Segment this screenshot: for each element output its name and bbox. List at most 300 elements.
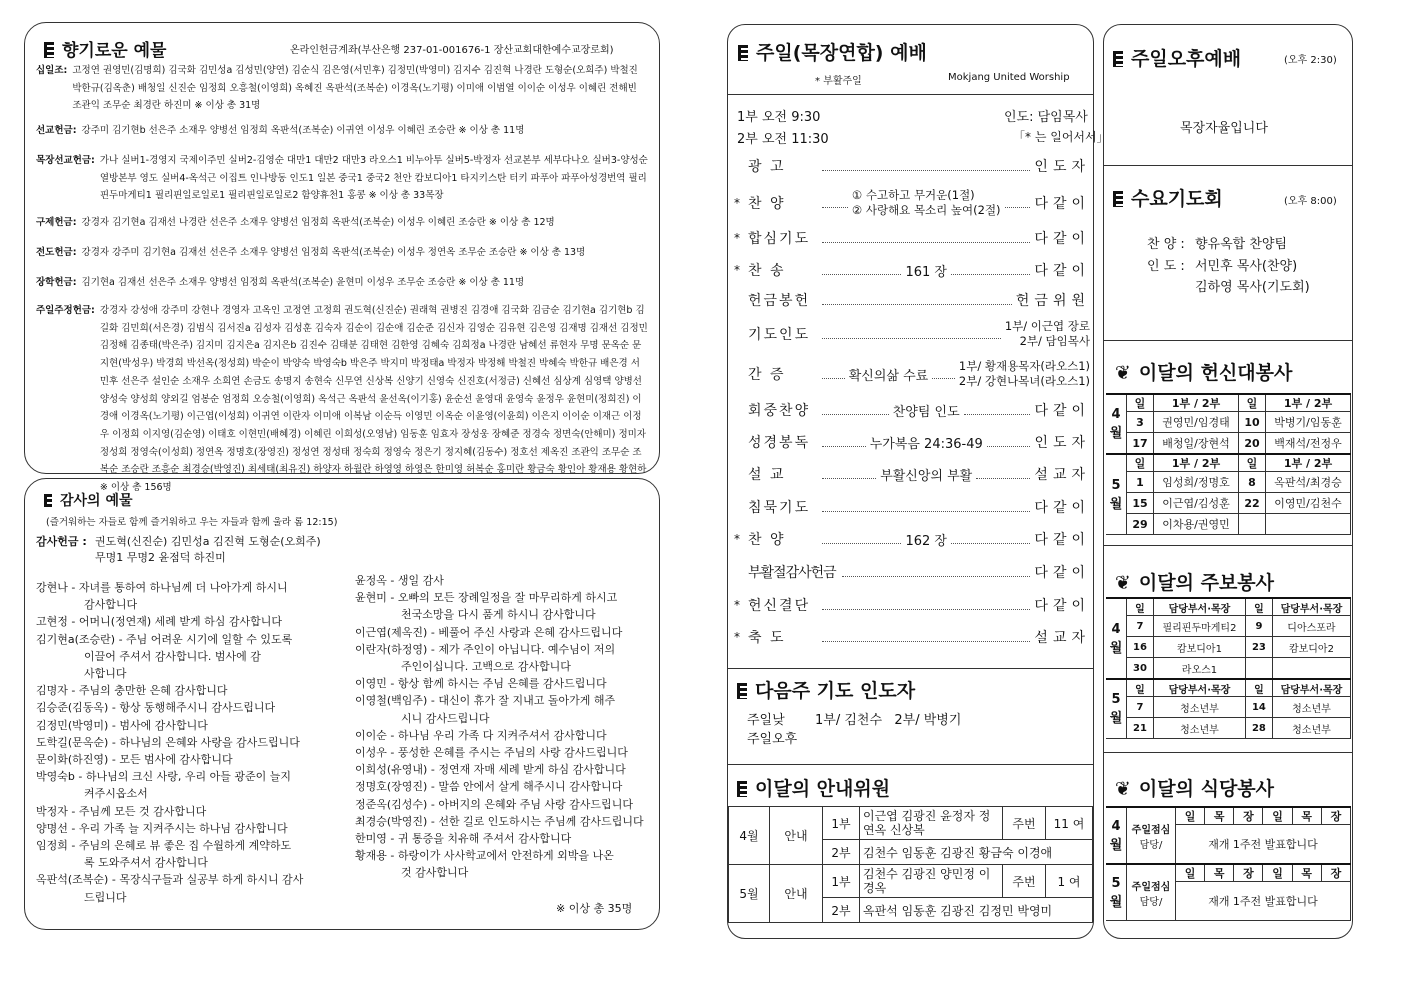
- thanks-name: 최경승(박영진) -: [355, 814, 439, 828]
- dining-tag-1: 주일점심: [1131, 881, 1171, 893]
- table-row: [1106, 658, 1351, 680]
- thanks-text: 우리 가족 늘 지켜주시는 하나님 감사합니다: [78, 821, 288, 835]
- thanks-text: 아버지의 은혜와 주님 사랑 감사드립니다: [438, 797, 633, 811]
- order-leader: 인도자: [1034, 159, 1090, 175]
- thanks-item: [36, 871, 328, 905]
- thanks-line: [355, 744, 651, 761]
- leader-dots: [987, 438, 1031, 447]
- usher-p2: 2부: [823, 840, 860, 865]
- stand-mark: *: [734, 196, 740, 210]
- afternoon-time: (오후 2:30): [1284, 55, 1337, 66]
- order-leader: 다같이: [1034, 532, 1090, 548]
- leader-dots: [822, 234, 1030, 243]
- column-header: 담당부서·목장: [1272, 679, 1350, 697]
- divider: [1104, 752, 1352, 753]
- order-item: [734, 432, 1090, 452]
- usher-week: 주번: [1003, 807, 1046, 840]
- thanks-item: [36, 579, 328, 613]
- thanks-text: 자녀를 통하여 하나님께 더 나아가게 하시니: [78, 581, 288, 594]
- leader-dots: [932, 370, 955, 379]
- thanks-item: [355, 830, 651, 847]
- usher-role: 안내: [770, 865, 823, 923]
- thanks-line: [355, 624, 651, 641]
- month-unit: 월: [1109, 496, 1123, 512]
- order-detail: 확신의삶 수료: [848, 368, 929, 384]
- month-num: 4: [1111, 621, 1121, 637]
- month-num: 5: [1111, 477, 1121, 493]
- usher-p1: 1부: [823, 807, 860, 840]
- table-row: [1106, 472, 1351, 493]
- order-name: 성경봉독: [748, 435, 811, 451]
- column-header: 일: [1245, 679, 1272, 697]
- offering-label: 전도헌금:: [36, 247, 77, 258]
- usher-week: 주번: [1003, 865, 1046, 898]
- day-cell: 17: [1127, 433, 1154, 455]
- thanks-item: [355, 641, 651, 675]
- thanks-name: 이란자(하정영) -: [355, 642, 439, 656]
- column-header: 일: [1176, 864, 1205, 882]
- dining-tag-1: 주일점심: [1131, 824, 1171, 836]
- column-header: 1부 / 2부: [1154, 454, 1239, 472]
- order-item: [734, 529, 1090, 549]
- account-info: 온라인헌금계좌(부산은행 237-01-001676-1 장산교회대한예수교장로회): [290, 45, 614, 56]
- thanks-item: [355, 813, 651, 830]
- order-name: 찬 양: [748, 196, 786, 212]
- wednesday-l1: 찬 양 :: [1147, 237, 1185, 252]
- column-header: 일: [1239, 454, 1266, 472]
- order-item: [734, 497, 1090, 517]
- day-cell: [1245, 658, 1272, 680]
- offering-names: 강경자 강성애 강주미 강현나 경영자 고옥인 고정연 고정희 권도혁(신진순) 권래혁 권병진 김경애 김국화 김금순 김기현a 김기현b 김길화 김민희(서은경) 김범식 김서진a 김성자 김성훈 김숙자 김순이 김순애 김순준 김신자 김영순 김유현 김은영 김재명 김재선 김정민 김정해 김종태(박은주) 김지미 김지은a 김지은b 김진수 김태분 김태현 김한영 김혜숙 김희정a 나경란 남혜선 류현자 무명 문옥순 문지현(박성우) 박경희 박선옥(정성희) 박순이 박양숙 박영숙b 박은주 박지미 박정태a 박정자 박정해 박철진 박혜숙 박한규 배은경 서민후 선은주 설인순 소재우 소희연 손금도 송명지 송현숙 신무연 신상복 신양기 신영숙 신진호(서정금) 신혜선 심상계 심영택 양병선 양성숙 양성희 양외길 엄봉순 엄정희 오승철(이영희) 옥석근 옥판석 윤선옥(이기홍) 윤순선 윤영대 윤영숙 윤정우 윤현미(정희진) 이경애 이경옥(노기평) 이근엽(이성희) 이귀연 이란자 이미애 이복남 이순득 이영민 이옥순 이윤영(이윤희) 이은지 이이순 이재근 이정우 이정희 이지영(김순영) 이태호 이현민(배혜경) 이혜린 이희성(오영남) 임동훈 임효자 장성웅 장혜준 정경숙 정면숙(안해미) 정미자 정성희 정영숙(이성희) 정연옥 정명호(장영진) 정성연 정성태 정숙희 정영숙 정은기 정지혜(김동수) 정호선 제옥진 조관익 조무순 조복순 조승란 조흥순 최경승(박영진) 최세태(최유진) 하양자 하월란 하영영 하영은 한미영 허복순 홍미란 황금숙 황인아 황재용 황현하 ※ 이상 총 156명: [99, 305, 648, 494]
- thanks-text-cont: 록 도와주셔서 감사합니다: [84, 856, 208, 870]
- leader-dots: [822, 633, 1030, 642]
- thanks-name: 이성우 -: [355, 746, 398, 760]
- assignee-cell: 필리핀두마게티2: [1154, 616, 1246, 637]
- thanks-name: 고현정 -: [36, 615, 79, 629]
- thanks-line: [355, 641, 651, 658]
- usher-wk: 11 여: [1046, 807, 1093, 840]
- leaf-icon: ❦: [1115, 572, 1131, 594]
- thanks-item: [355, 589, 651, 623]
- thanks-text: 생일 감사: [397, 574, 444, 587]
- thanks-name: 문이화(하진영) -: [36, 753, 120, 767]
- leader-dots: [822, 503, 1030, 512]
- table-header-row: [1106, 454, 1351, 472]
- table-row: [1106, 697, 1351, 718]
- month-cell: [1106, 394, 1127, 454]
- usher-month: 5월: [729, 865, 770, 923]
- order-leader: 인도자: [1034, 435, 1091, 451]
- month-unit: 월: [1109, 640, 1123, 656]
- list-icon: [44, 42, 54, 58]
- divider: [1104, 165, 1352, 166]
- wednesday-v3: 김하영 목사(기도회): [1195, 280, 1310, 295]
- thanks-text: 풍성한 은혜를 주시는 주님의 사랑 감사드립니다: [397, 746, 628, 760]
- thanks-text: 대신이 휴가 잘 지내고 돌아가게 해주: [438, 694, 616, 708]
- thanks-names-2: 무명1 무명2 윤점덕 하진미: [95, 551, 226, 564]
- table-row: [1106, 514, 1351, 535]
- thanks-name: 윤현미 -: [355, 591, 398, 605]
- thanks-text: 정연재 자매 세례 받게 하심 감사합니다: [438, 763, 626, 777]
- dedication-title: ❦ 이달의 헌신대봉사: [1115, 362, 1293, 384]
- thanks-line: [355, 675, 651, 692]
- thanks-item: [355, 778, 651, 795]
- column-header: 장: [1234, 807, 1263, 825]
- thanks-verse: (즐거워하는 자들로 함께 즐거워하고 우는 자들과 함께 울라 롬 12:15): [46, 517, 338, 528]
- thanks-text-cont: 드립니다: [84, 890, 127, 904]
- wednesday-v2: 서민후 목사(찬양): [1195, 259, 1298, 274]
- thanks-item: [355, 847, 651, 881]
- order-leader: 다같이: [1034, 403, 1091, 419]
- wednesday-title: 수요기도회: [1113, 184, 1223, 211]
- thanks-text: 모든 범사에 감사합니다: [119, 753, 233, 767]
- offering-label: 구제헌금:: [36, 217, 77, 228]
- order-name: 간 증: [748, 367, 786, 383]
- usher-month: 4월: [729, 807, 770, 865]
- day-cell: 21: [1127, 718, 1154, 739]
- thanks-name: 이영민 -: [355, 677, 398, 691]
- leader-dots: [1005, 199, 1031, 208]
- day-cell: 14: [1245, 697, 1272, 718]
- order-leader: 1부/ 이근엽 장로 2부/ 담임목사: [1004, 319, 1090, 348]
- order-leader: 설교자: [1034, 467, 1090, 483]
- list-icon: [1113, 191, 1123, 207]
- thanks-item: [36, 613, 328, 630]
- thanks-name: 이영철(백임주) -: [355, 694, 439, 708]
- ushers-title: 이달의 안내위원: [737, 774, 890, 801]
- thanks-name: 김정민(박영미) -: [36, 718, 120, 732]
- offering-label: 십일조:: [36, 65, 68, 76]
- thanks-line: [36, 803, 328, 820]
- leaf-icon: ❦: [1115, 778, 1131, 800]
- dining-tag-2: 담당/: [1139, 839, 1163, 851]
- worship-time-2: 2부 오전 11:30: [737, 132, 829, 147]
- column-header: 1부 / 2부: [1266, 454, 1351, 472]
- worship-title: 주일(목장연합) 예배: [738, 38, 927, 65]
- worship-time-1: 1부 오전 9:30: [737, 110, 821, 125]
- order-name: 찬 송: [748, 263, 786, 279]
- day-cell: 28: [1245, 718, 1272, 739]
- thanks-text: 하나님 우리 가족 다 지켜주셔서 감사합니다: [397, 728, 607, 742]
- month-num: 4: [1111, 407, 1121, 422]
- order-leader: 다같이: [1034, 231, 1090, 247]
- order-name: 광 고: [748, 159, 786, 175]
- order-name: 기도인도: [748, 327, 811, 343]
- thanks-item: [36, 820, 328, 837]
- wednesday-time: (오후 8:00): [1284, 196, 1337, 207]
- offering-names: 김기현a 김재선 선은주 소재우 양병선 임정희 옥판석(조복순) 윤현미 이성우 조무순 조승란 ※ 이상 총 11명: [81, 277, 525, 288]
- month-cell: [1106, 598, 1127, 679]
- leader-dots: [964, 406, 1031, 415]
- month-cell: [1106, 807, 1127, 864]
- offering-names: 강경자 강주미 김기현a 김재선 선은주 소재우 양병선 임정희 옥판석(조복순) 이성우 정연옥 조무순 조승란 ※ 이상 총 13명: [81, 247, 586, 258]
- worship-lead-1: 인도: 담임목사: [1004, 110, 1088, 125]
- thanks-line: [355, 572, 651, 589]
- column-header: 담당부서·목장: [1272, 598, 1350, 616]
- stand-mark: *: [734, 263, 740, 277]
- column-header: 일: [1127, 679, 1154, 697]
- next-prayer-l2: 주일오후: [747, 732, 798, 747]
- thanks-text-cont: 것 감사합니다: [401, 866, 469, 880]
- next-prayer-v1: 1부/ 김천수 2부/ 박병기: [815, 713, 962, 728]
- thanks-item: [355, 796, 651, 813]
- leader-dots: [951, 266, 1030, 275]
- day-cell: 15: [1127, 493, 1154, 514]
- table-row: [1106, 493, 1351, 514]
- thanks-item: [355, 675, 651, 692]
- assignee-cell: 청소년부: [1272, 697, 1350, 718]
- thanks-item: [36, 803, 328, 820]
- assignee-cell: 청소년부: [1154, 718, 1246, 739]
- list-icon: [737, 683, 747, 699]
- day-cell: 3: [1127, 412, 1154, 433]
- order-name: 찬 양: [748, 532, 786, 548]
- divider: [728, 764, 1093, 765]
- day-cell: 20: [1239, 433, 1266, 455]
- worship-sub-right: Mokjang United Worship: [948, 72, 1070, 83]
- thanks-name: 강현나 -: [36, 581, 79, 594]
- offering-row: [36, 274, 648, 292]
- day-cell: 7: [1127, 616, 1154, 637]
- thanks-text: 귀 통증을 치유해 주셔서 감사합니다: [397, 832, 572, 846]
- column-header: 1부 / 2부: [1266, 394, 1351, 412]
- leader-dots: [822, 296, 1012, 305]
- thanks-list-right: [355, 572, 651, 882]
- leaf-icon: ❦: [1115, 362, 1131, 384]
- day-cell: 7: [1127, 697, 1154, 718]
- thanks-line: [36, 768, 328, 785]
- month-cell: [1106, 454, 1127, 535]
- offering-row: [36, 214, 648, 232]
- divider: [728, 94, 1093, 95]
- wednesday-l2: 인 도 :: [1147, 259, 1185, 274]
- day-cell: 10: [1239, 412, 1266, 433]
- thanks-name: 임정희 -: [36, 839, 79, 853]
- month-unit: 월: [1109, 426, 1123, 441]
- column-header: 1부 / 2부: [1154, 394, 1239, 412]
- offering-names: 강주미 김기현b 선은주 소재우 양병선 임정희 옥판석(조복순) 이귀연 이성우 이혜린 조승란 ※ 이상 총 11명: [81, 125, 525, 136]
- offering-names: 고정연 권영민(김명희) 김국화 김민성a 김성민(양연) 김순식 김은영(서민후) 김정민(박영미) 김지수 김진혁 나경란 도형순(오희주) 박철진 박한규(김옥춘) 배청일 신진순 임정희 오흥철(이영희) 옥혜진 옥판석(조복순) 이경옥(노기평) 이미애 이범열 이이순 이성우 이혜린 전해빈 조관익 조무순 최경란 하진미 ※ 이상 총 31명: [72, 65, 638, 112]
- column-header: 장: [1321, 864, 1350, 882]
- order-item: [734, 359, 1091, 388]
- divider: [1104, 340, 1352, 341]
- assignee-cell: 임성희/정명호: [1154, 472, 1239, 493]
- thanks-line: [36, 682, 328, 699]
- thanks-title: 감사의 예물: [44, 490, 133, 510]
- day-cell: 16: [1127, 637, 1154, 658]
- usher-p1: 1부: [823, 865, 860, 898]
- thanks-text: 주님께 모든 것 감사합니다: [78, 804, 207, 818]
- assignee-cell: 라오스1: [1154, 658, 1246, 680]
- order-item: [734, 400, 1090, 420]
- thanks-text: 항상 동행해주시니 감사드립니다: [119, 701, 276, 715]
- table-row: [1106, 616, 1351, 637]
- order-item: [734, 156, 1090, 176]
- thanks-name: 한미영 -: [355, 832, 398, 846]
- column-header: 일: [1176, 807, 1205, 825]
- thanks-name: 정명호(장영진) -: [355, 780, 439, 794]
- order-name: 설 교: [748, 467, 786, 483]
- thanks-text: 선한 길로 인도하시는 주님께 감사드립니다: [438, 814, 644, 828]
- usher-role: 안내: [770, 807, 823, 865]
- usher-n2: 옥판석 임동훈 김광진 김정민 박영미: [860, 898, 1093, 923]
- order-detail: 161 장: [905, 264, 947, 280]
- column-header: 일: [1239, 394, 1266, 412]
- offering-row: [36, 152, 648, 205]
- column-header: 목: [1292, 864, 1321, 882]
- order-item: [734, 595, 1090, 615]
- month-unit: 월: [1109, 894, 1123, 910]
- table-row: [1106, 433, 1351, 455]
- thanks-name: 도학길(문옥순) -: [36, 735, 120, 749]
- assignee-cell: 청소년부: [1154, 697, 1246, 718]
- leader-dots: [822, 199, 848, 208]
- thanks-line: [36, 751, 328, 768]
- assignee-cell: 옥판석/최경승: [1266, 472, 1351, 493]
- thanks-text: 베풀어 주신 사랑과 은혜 감사드립니다: [438, 625, 623, 639]
- thanks-line: [355, 778, 651, 795]
- thanks-line: [355, 589, 651, 606]
- leader-dots: [842, 568, 1030, 577]
- assignee-cell: [1266, 514, 1351, 535]
- afternoon-title: 주일오후예배: [1113, 44, 1241, 71]
- thanks-name: 윤정옥 -: [355, 574, 398, 587]
- table-header-row: [1106, 679, 1351, 697]
- thanks-item: [355, 624, 651, 641]
- thanks-line: [36, 734, 328, 751]
- order-leader: 헌금위원: [1015, 293, 1090, 309]
- divider: [728, 668, 1093, 669]
- offering-names: 강경자 김기현a 김재선 나경란 선은주 소재우 양병선 임정희 옥판석(조복순) 이성우 이혜린 조승란 ※ 이상 총 12명: [81, 217, 555, 228]
- thanks-text: 오빠의 모든 장례일정을 잘 마무리하게 하시고: [397, 591, 618, 605]
- thanks-text: 하나님의 은혜와 사랑을 감사드립니다: [119, 735, 300, 749]
- list-icon: [738, 45, 748, 61]
- column-header: 담당부서·목장: [1154, 679, 1246, 697]
- dining-tag: [1127, 807, 1176, 864]
- assignee-cell: 이영민/김천수: [1266, 493, 1351, 514]
- bulletin-table: [1106, 597, 1351, 739]
- usher-n1: 이근엽 김광진 윤정자 정연옥 신상복: [860, 807, 1003, 840]
- thanks-line: [355, 847, 651, 864]
- thanks-line: [36, 579, 328, 596]
- leader-dots: [822, 438, 866, 447]
- usher-row: [729, 865, 1093, 898]
- thanks-text-cont: 이끌어 주셔서 감사합니다. 범사에 감: [84, 649, 261, 663]
- month-num: 5: [1111, 875, 1121, 891]
- list-icon: [737, 781, 747, 797]
- offering-row: [36, 302, 648, 497]
- order-name: 축 도: [748, 630, 786, 646]
- day-cell: 29: [1127, 514, 1154, 535]
- order-name: 회중찬양: [748, 403, 811, 419]
- thanks-list-left: [36, 579, 328, 906]
- stand-mark: *: [734, 532, 740, 546]
- order-item: [734, 260, 1090, 280]
- column-header: 일: [1263, 864, 1292, 882]
- column-header: 목: [1205, 807, 1234, 825]
- order-leader: 1부/ 황재용목자(라오스1) 2부/ 강현나목녀(라오스1): [958, 359, 1091, 388]
- dining-tag: [1127, 864, 1176, 921]
- thanks-item: [355, 572, 651, 589]
- next-prayer-title: 다음주 기도 인도자: [737, 676, 915, 703]
- worship-sub-left: * 부활주일: [815, 76, 862, 87]
- list-icon: [44, 494, 52, 507]
- column-header: 일: [1263, 807, 1292, 825]
- offering-row: [36, 122, 648, 140]
- thanks-line: [355, 830, 651, 847]
- order-detail: ① 수고하고 무거운(1절) ② 사랑해요 목소리 높여(2절): [851, 188, 1001, 217]
- thanks-item: [36, 699, 328, 716]
- offering-names: 가나 실버1-경영지 국제이주민 실버2-김영순 대만1 대만2 대만3 라오스1 비누아투 실버5-박정자 선교본부 세부다나오 실버3-양성순 열방본부 영도 실버4-옥석근 이집트 인나방동 인도1 일본 중국1 중국2 천안 캄보디아1 타지키스탄 터키 파푸아 파푸아성경번역 필리핀두마게티1 필리핀일로일로1 필리핀일로일로2 함양휴천1 홍콩 ※ 이상 총 33목장: [99, 155, 648, 202]
- thanks-text: 범사에 감사합니다: [119, 718, 208, 732]
- offering-label: 목장선교헌금:: [36, 155, 95, 166]
- dining-table: [1106, 806, 1351, 921]
- offering-label: 선교헌금:: [36, 125, 77, 136]
- order-item: [734, 290, 1090, 310]
- thanks-item: [36, 768, 328, 802]
- column-header: 목: [1205, 864, 1234, 882]
- usher-wk: 1 여: [1046, 865, 1093, 898]
- day-cell: 8: [1239, 472, 1266, 493]
- dining-note: 재개 1주전 발표합니다: [1176, 882, 1351, 921]
- leader-dots: [822, 601, 1030, 610]
- leader-dots: [976, 470, 1030, 479]
- usher-p2: 2부: [823, 898, 860, 923]
- assignee-cell: 캄보디아2: [1272, 637, 1350, 658]
- divider: [1104, 545, 1352, 546]
- thanks-text: 하나님의 크신 사랑, 우리 아들 광준이 늘지: [85, 770, 291, 784]
- thanks-item: [36, 751, 328, 768]
- assignee-cell: 이근엽/김성훈: [1154, 493, 1239, 514]
- thanks-name: 정준옥(김성수) -: [355, 797, 439, 811]
- thanks-line: [36, 613, 328, 630]
- day-cell: 30: [1127, 658, 1154, 680]
- table-header-row: [1106, 598, 1351, 616]
- stand-mark: *: [734, 231, 740, 245]
- thanks-label: 감사헌금 :: [36, 535, 87, 548]
- list-icon: [1113, 51, 1123, 67]
- thanks-name: 옥판석(조복순) -: [36, 873, 120, 887]
- ushers-table: [728, 806, 1093, 923]
- stand-mark: *: [734, 630, 740, 644]
- thanks-text-cont: 사합니다: [84, 667, 127, 681]
- assignee-cell: 캄보디아1: [1154, 637, 1246, 658]
- thanks-name: 이이순 -: [355, 728, 398, 742]
- month-cell: [1106, 864, 1127, 921]
- month-num: 5: [1111, 692, 1121, 707]
- day-cell: 9: [1245, 616, 1272, 637]
- thanks-text: 어머니(정연재) 세례 받게 하심 감사합니다: [78, 615, 283, 629]
- table-row: [1106, 637, 1351, 658]
- order-leader: 다같이: [1034, 500, 1090, 516]
- dining-note: 재개 1주전 발표합니다: [1176, 825, 1351, 865]
- afternoon-text: 목장자율입니다: [1180, 121, 1268, 136]
- thanks-line: [355, 796, 651, 813]
- leader-dots: [822, 406, 889, 415]
- leader-dots: [822, 162, 1030, 171]
- thanks-item: [36, 631, 328, 683]
- thanks-text-cont: 켜주시옵소서: [84, 787, 148, 801]
- assignee-cell: 배청일/장현석: [1154, 433, 1239, 455]
- thanks-text-cont: 천국소망을 다시 품게 하시니 감사합니다: [401, 608, 596, 622]
- column-header: 일: [1245, 598, 1272, 616]
- thanks-line: [36, 837, 328, 854]
- order-item: [734, 562, 1090, 582]
- month-num: 4: [1111, 818, 1121, 834]
- thanks-text-cont: 감사합니다: [84, 598, 138, 612]
- usher-n1: 김천수 김광진 양민정 이경옥: [860, 865, 1003, 898]
- next-prayer-l1: 주일낮: [747, 713, 785, 728]
